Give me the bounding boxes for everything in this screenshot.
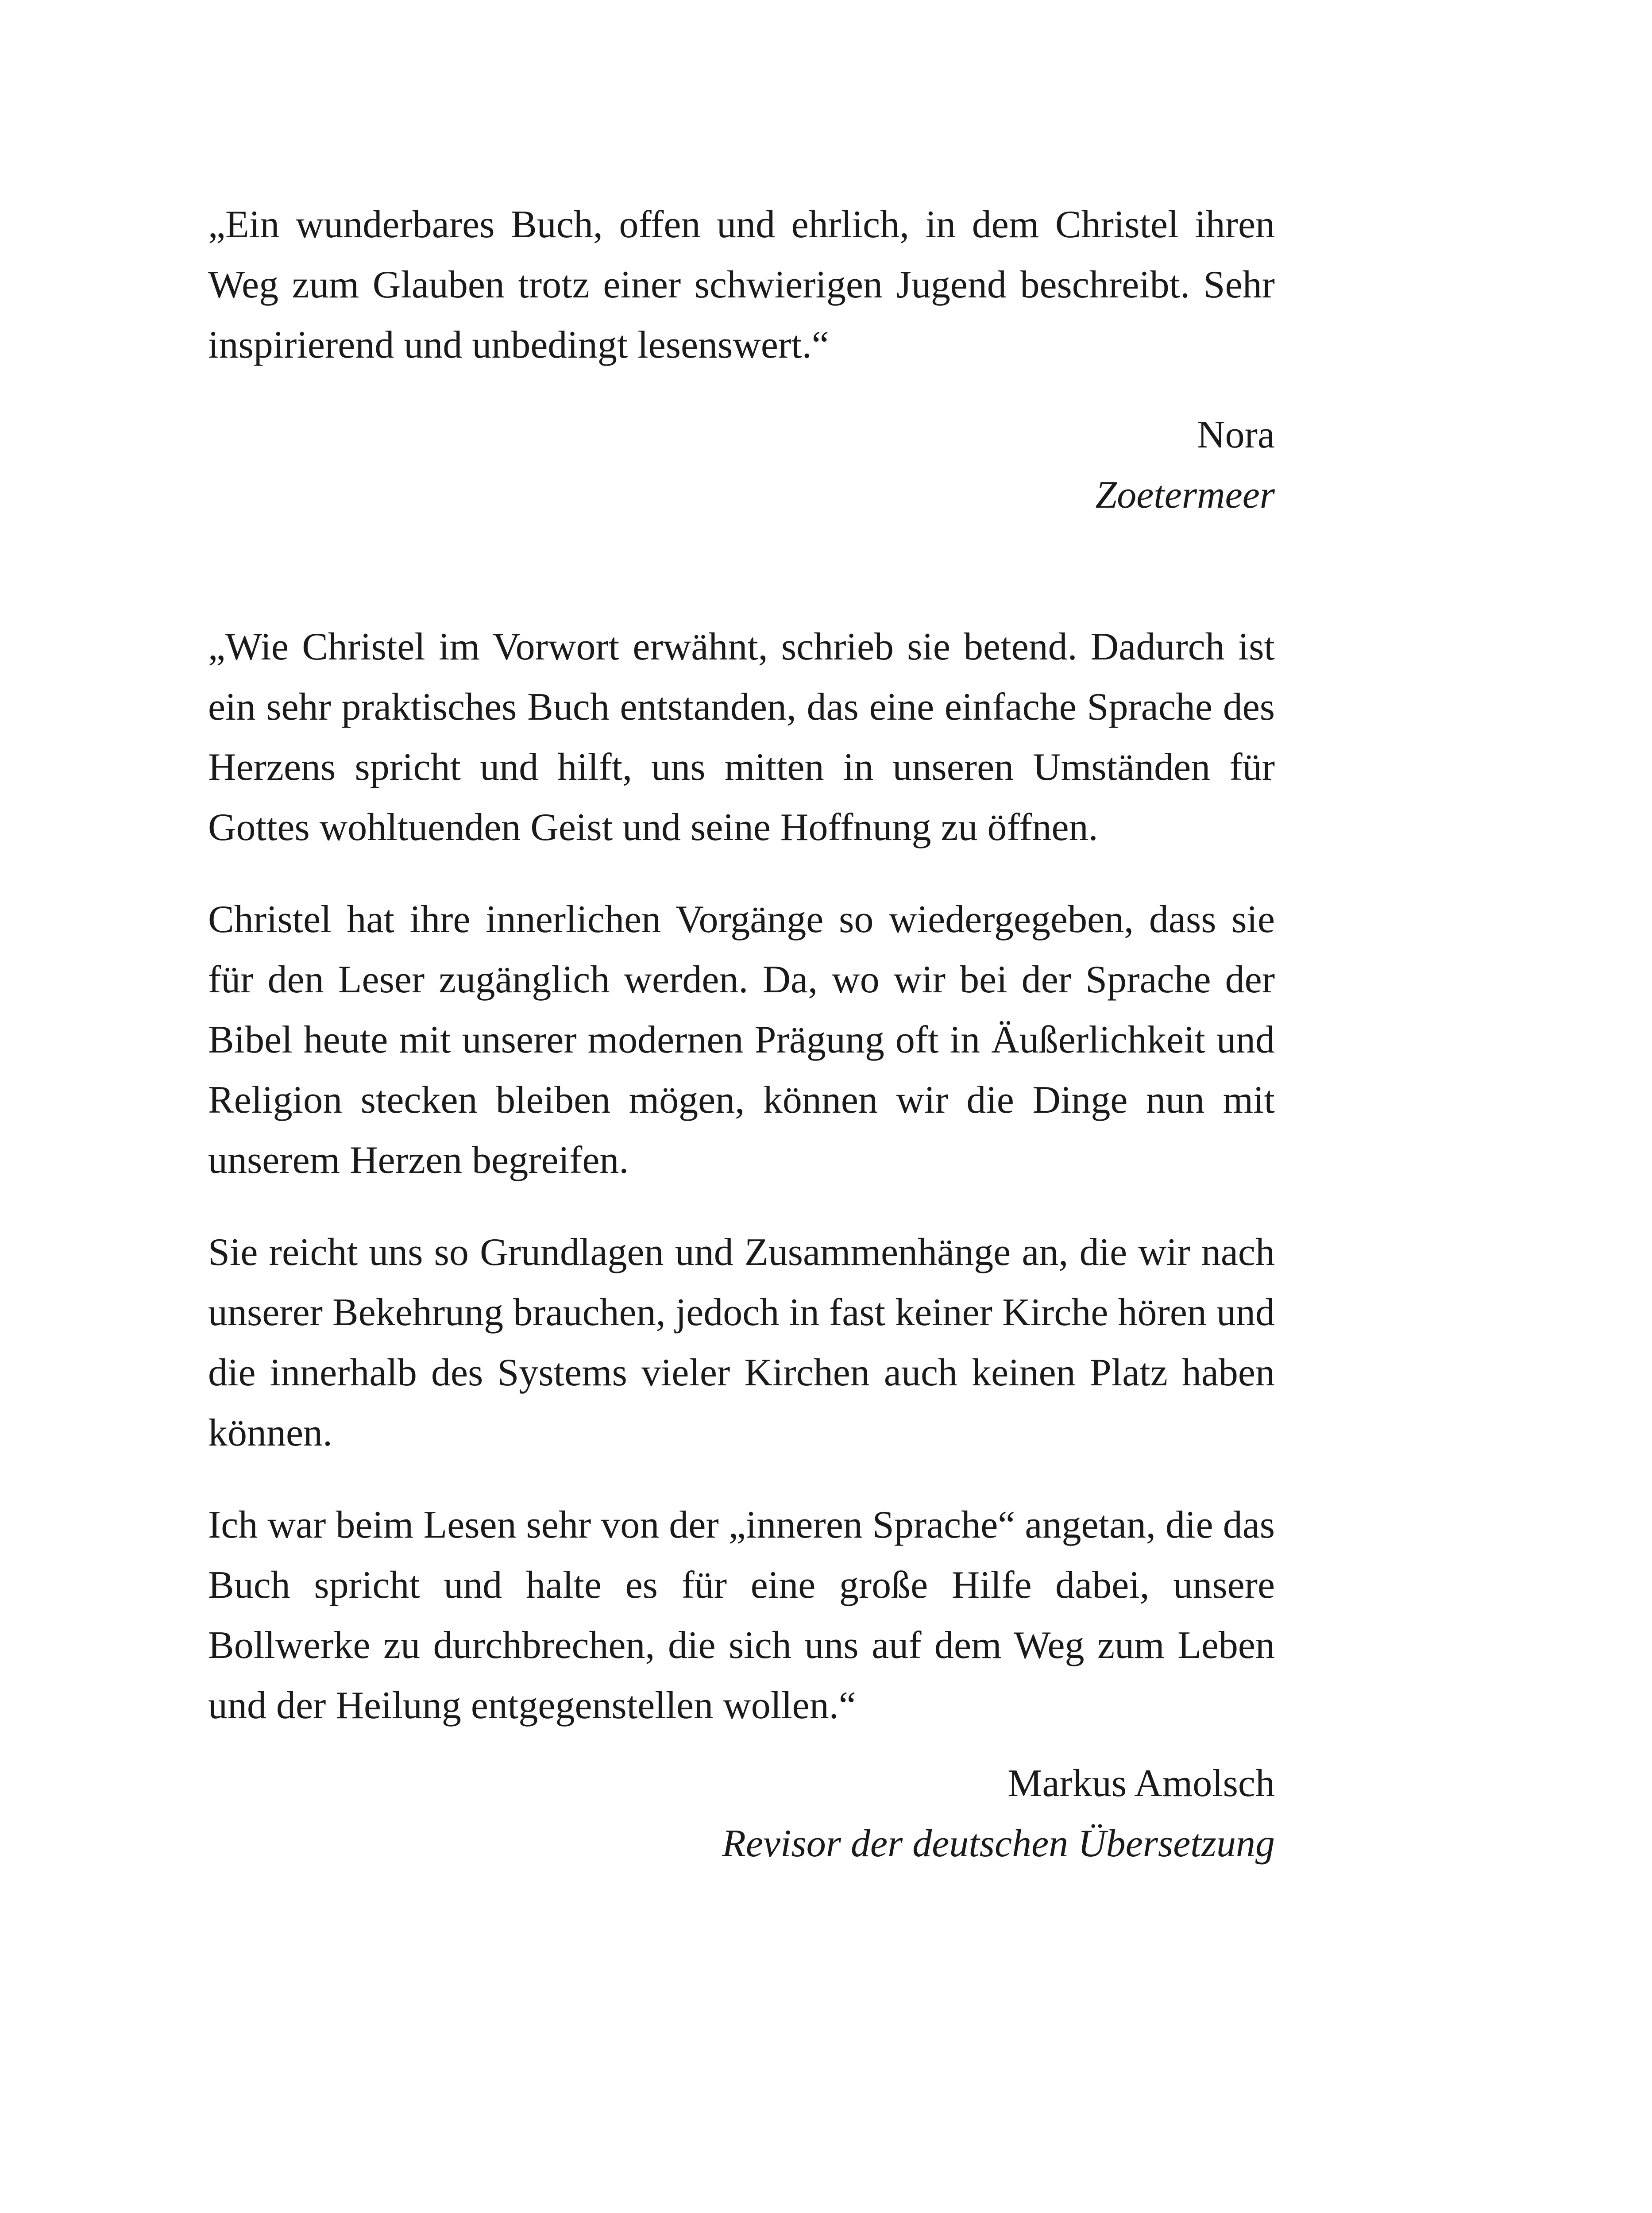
testimonial-author: Markus Amolsch bbox=[1007, 1762, 1275, 1805]
testimonial-paragraph: Sie reicht uns so Grundlagen und Zusammenhänge an, die wir nach unserer Bekehrung brauchen, jedoch in fast keiner Kirche hören und die innerhalb des Systems vieler Kirchen auch keinen Platz haben können. bbox=[208, 1231, 1275, 1454]
testimonial-author: Nora bbox=[1197, 413, 1275, 456]
testimonial-2-text bbox=[208, 617, 1275, 1736]
testimonial-author-location: Zoetermeer bbox=[1095, 474, 1275, 517]
testimonial-paragraph: Christel hat ihre innerlichen Vorgänge so wiedergegeben, dass sie für den Leser zugänglich werden. Da, wo wir bei der Sprache der Bibel heute mit unserer modernen Prägung oft in Äußerlichkeit und Religion stecken bleiben mögen, können wir die Dinge nun mit unserem Herzen begreifen. bbox=[208, 898, 1275, 1182]
testimonial-1-attribution bbox=[208, 405, 1275, 525]
testimonial-author-role: Revisor der deutschen Übersetzung bbox=[722, 1822, 1275, 1865]
testimonial-1-text bbox=[208, 195, 1275, 375]
testimonial-paragraph: Ich war beim Lesen sehr von der „inneren Sprache“ angetan, die das Buch spricht und halte es für eine große Hilfe dabei, unsere Bollwerke zu durchbrechen, die sich uns auf dem Weg zum Leben und der Heilung entgegenstellen wollen.“ bbox=[208, 1504, 1275, 1727]
testimonial-paragraph: „Ein wunderbares Buch, offen und ehrlich, in dem Christel ihren Weg zum Glauben trotz einer schwierigen Jugend beschreibt. Sehr inspirierend und unbedingt lesenswert.“ bbox=[208, 203, 1275, 366]
testimonial-2-attribution bbox=[208, 1754, 1275, 1874]
testimonial-paragraph: „Wie Christel im Vorwort erwähnt, schrieb sie betend. Dadurch ist ein sehr praktisches Buch entstanden, das eine einfache Sprache des Herzens spricht und hilft, uns mitten in unseren Umständen für Gottes wohltuenden Geist und seine Hoffnung zu öffnen. bbox=[208, 625, 1275, 849]
